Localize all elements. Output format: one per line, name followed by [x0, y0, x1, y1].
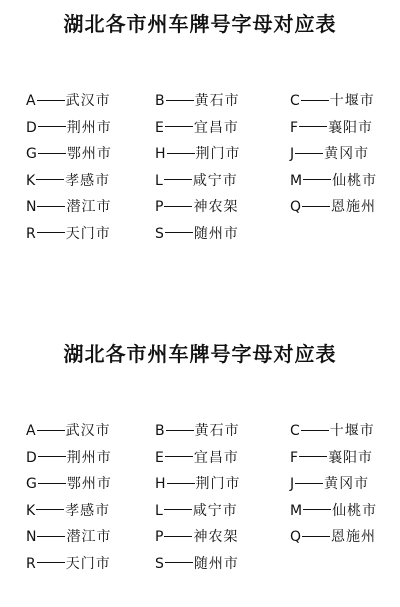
- dash-line: [165, 232, 193, 233]
- city-name: 鄂州市: [66, 146, 112, 162]
- dash-line: [303, 179, 331, 180]
- plate-letter: E: [155, 449, 164, 466]
- city-name: 襄阳市: [328, 119, 374, 136]
- plate-letter: Q: [290, 199, 302, 215]
- plate-entry: [155, 170, 238, 192]
- dash-line: [38, 126, 66, 127]
- plate-letter: B: [155, 93, 165, 109]
- plate-letter: F: [290, 119, 299, 136]
- plate-entry: [155, 420, 240, 442]
- plate-entry: [26, 223, 111, 245]
- city-name: 孝感市: [65, 502, 111, 519]
- city-name: 天门市: [65, 555, 111, 572]
- plate-letter: G: [26, 146, 37, 162]
- plate-entry: [155, 473, 241, 495]
- city-name: 鄂州市: [66, 476, 112, 492]
- city-name: 潜江市: [66, 529, 112, 545]
- plate-letter: P: [155, 199, 164, 215]
- dash-line: [36, 179, 64, 180]
- dash-line: [36, 509, 64, 510]
- dash-line: [164, 536, 192, 537]
- city-name: 黄冈市: [324, 476, 370, 492]
- city-name: 仙桃市: [332, 502, 378, 519]
- dash-line: [301, 430, 329, 431]
- plate-letter: G: [26, 476, 37, 492]
- city-name: 孝感市: [65, 172, 111, 189]
- plate-letter: L: [155, 502, 163, 519]
- dash-line: [38, 153, 66, 154]
- city-name: 仙桃市: [332, 172, 378, 189]
- city-name: 十堰市: [329, 93, 375, 109]
- plate-letter: P: [155, 529, 164, 545]
- plate-letter: F: [290, 449, 299, 466]
- plate-letter: B: [155, 423, 165, 439]
- plate-letter: E: [155, 119, 164, 136]
- plate-entry: [290, 500, 377, 522]
- city-name: 天门市: [65, 225, 111, 242]
- plate-letter: D: [26, 119, 37, 136]
- dash-line: [166, 100, 194, 101]
- plate-entry: [290, 526, 376, 548]
- dash-line: [38, 456, 66, 457]
- plate-entry: [155, 447, 239, 469]
- dash-line: [299, 456, 327, 457]
- dash-line: [166, 430, 194, 431]
- plate-entry: [26, 500, 110, 522]
- city-name: 神农架: [193, 529, 239, 545]
- plate-letter: M: [290, 502, 303, 519]
- plate-entry: [290, 420, 375, 442]
- plate-letter: C: [290, 423, 300, 439]
- plate-letter: R: [26, 555, 36, 572]
- plate-entry: [26, 196, 111, 218]
- city-name: 随州市: [193, 225, 239, 242]
- plate-entry: [26, 90, 111, 112]
- plate-entry: [290, 447, 373, 469]
- dash-line: [164, 206, 192, 207]
- city-name: 宜昌市: [193, 449, 239, 466]
- city-name: 潜江市: [66, 199, 112, 215]
- dash-line: [37, 536, 65, 537]
- dash-line: [37, 206, 65, 207]
- dash-line: [167, 483, 195, 484]
- plate-entry: [26, 420, 111, 442]
- plate-entry: [290, 170, 377, 192]
- dash-line: [303, 509, 331, 510]
- city-name: 黄石市: [194, 93, 240, 109]
- plate-entry: [290, 143, 369, 165]
- dash-line: [165, 562, 193, 563]
- plate-letter: Q: [290, 529, 302, 545]
- plate-letter: N: [26, 199, 37, 215]
- dash-line: [165, 126, 193, 127]
- plate-entry: [155, 196, 238, 218]
- plate-letter: A: [26, 423, 36, 439]
- plate-letter: K: [26, 172, 36, 189]
- city-name: 武汉市: [65, 423, 111, 439]
- dash-line: [299, 126, 327, 127]
- plate-letter: L: [155, 172, 163, 189]
- plate-letter: A: [26, 93, 36, 109]
- plate-entry: [26, 117, 112, 139]
- plate-letter: H: [155, 476, 166, 492]
- dash-line: [164, 179, 192, 180]
- plate-entry: [290, 117, 373, 139]
- plate-entry: [155, 500, 238, 522]
- plate-letter: C: [290, 93, 300, 109]
- city-name: 黄冈市: [324, 146, 370, 162]
- plate-letter: S: [155, 555, 164, 572]
- plate-letter: K: [26, 502, 36, 519]
- plate-entry: [26, 553, 111, 575]
- dash-line: [37, 100, 65, 101]
- city-name: 随州市: [193, 555, 239, 572]
- plate-letter: M: [290, 172, 303, 189]
- dash-line: [167, 153, 195, 154]
- city-name: 咸宁市: [192, 502, 238, 519]
- city-name: 黄石市: [194, 423, 240, 439]
- dash-line: [37, 232, 65, 233]
- plate-letter: S: [155, 225, 164, 242]
- plate-entry: [155, 90, 240, 112]
- dash-line: [37, 562, 65, 563]
- city-name: 武汉市: [65, 93, 111, 109]
- plate-letter: H: [155, 146, 166, 162]
- plate-entry: [290, 90, 375, 112]
- city-name: 恩施州: [331, 529, 377, 545]
- plate-entry: [155, 143, 241, 165]
- city-name: 恩施州: [331, 199, 377, 215]
- dash-line: [302, 536, 330, 537]
- city-name: 十堰市: [329, 423, 375, 439]
- plate-entry: [26, 447, 112, 469]
- plate-entry: [155, 117, 239, 139]
- city-name: 神农架: [193, 199, 239, 215]
- plate-letter: J: [290, 476, 295, 492]
- table-title: 湖北各市州车牌号字母对应表: [63, 12, 337, 36]
- plate-letter: N: [26, 529, 37, 545]
- city-name: 咸宁市: [192, 172, 238, 189]
- plate-entry: [155, 526, 238, 548]
- plate-entry: [26, 473, 112, 495]
- city-name: 荆门市: [195, 146, 241, 162]
- dash-line: [301, 100, 329, 101]
- city-name: 荆州市: [66, 449, 112, 466]
- plate-letter: R: [26, 225, 36, 242]
- dash-line: [38, 483, 66, 484]
- plate-entry: [290, 196, 376, 218]
- plate-letter: J: [290, 146, 295, 162]
- dash-line: [37, 430, 65, 431]
- dash-line: [295, 153, 323, 154]
- dash-line: [164, 509, 192, 510]
- plate-entry: [155, 553, 239, 575]
- dash-line: [165, 456, 193, 457]
- city-name: 荆州市: [66, 119, 112, 136]
- city-name: 襄阳市: [328, 449, 374, 466]
- plate-entry: [26, 526, 111, 548]
- plate-letter: D: [26, 449, 37, 466]
- plate-entry: [26, 170, 110, 192]
- plate-entry: [290, 473, 369, 495]
- table-title: 湖北各市州车牌号字母对应表: [63, 342, 337, 366]
- city-name: 荆门市: [195, 476, 241, 492]
- city-name: 宜昌市: [193, 119, 239, 136]
- plate-entry: [26, 143, 112, 165]
- dash-line: [295, 483, 323, 484]
- dash-line: [302, 206, 330, 207]
- plate-entry: [155, 223, 239, 245]
